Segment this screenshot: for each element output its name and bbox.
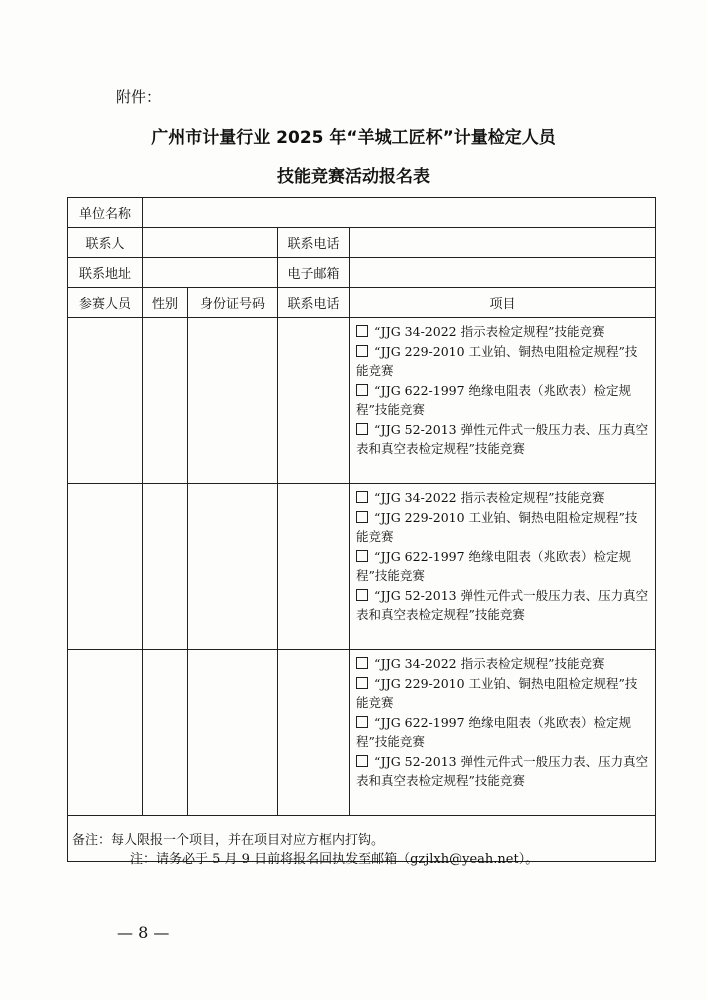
checkbox[interactable] bbox=[356, 511, 368, 523]
form-title: 广州市计量行业 2025 年“羊城工匠杯”计量检定人员 bbox=[151, 128, 556, 148]
gender-field[interactable] bbox=[143, 484, 188, 650]
project-option bbox=[356, 342, 649, 381]
checkbox[interactable] bbox=[356, 589, 368, 601]
project-option-label: “JJG 229-2010 工业铂、铜热电阻检定规程”技能竞赛 bbox=[356, 509, 638, 544]
contact-row bbox=[68, 228, 656, 258]
phone-field[interactable] bbox=[278, 318, 350, 484]
participant-row bbox=[68, 318, 656, 484]
unit-name-field[interactable] bbox=[143, 198, 656, 228]
col-gender: 性别 bbox=[143, 288, 188, 318]
checkbox[interactable] bbox=[356, 384, 368, 396]
checkbox[interactable] bbox=[356, 325, 368, 337]
project-option bbox=[356, 586, 649, 625]
checkbox[interactable] bbox=[356, 491, 368, 503]
project-option bbox=[356, 674, 649, 713]
address-row bbox=[68, 258, 656, 288]
id-number-field[interactable] bbox=[188, 484, 278, 650]
gender-field[interactable] bbox=[143, 318, 188, 484]
project-option-label: “JJG 52-2013 弹性元件式一般压力表、压力真空表和真空表检定规程”技能竞赛 bbox=[356, 753, 649, 788]
contact-address-field[interactable] bbox=[143, 258, 278, 288]
unit-row bbox=[68, 198, 656, 228]
project-option bbox=[356, 322, 649, 342]
checkbox[interactable] bbox=[356, 345, 368, 357]
checkbox[interactable] bbox=[356, 677, 368, 689]
contact-person-field[interactable] bbox=[143, 228, 278, 258]
project-option bbox=[356, 508, 649, 547]
project-option-label: “JJG 34-2022 指示表检定规程”技能竞赛 bbox=[374, 656, 605, 671]
project-option-label: “JJG 52-2013 弹性元件式一般压力表、压力真空表和真空表检定规程”技能竞赛 bbox=[356, 587, 649, 622]
project-option-label: “JJG 622-1997 绝缘电阻表（兆欧表）检定规程”技能竞赛 bbox=[356, 714, 632, 749]
phone-field[interactable] bbox=[278, 484, 350, 650]
checkbox[interactable] bbox=[356, 716, 368, 728]
col-phone: 联系电话 bbox=[278, 288, 350, 318]
col-id-number: 身份证号码 bbox=[188, 288, 278, 318]
submission-note: 注：请务必于 5 月 9 日前将报名回执发至邮箱（gzjlxh@yeah.net）。 bbox=[130, 852, 539, 867]
attachment-label: 附件： bbox=[116, 88, 162, 106]
project-option-label: “JJG 622-1997 绝缘电阻表（兆欧表）检定规程”技能竞赛 bbox=[356, 548, 632, 583]
contact-phone-label: 联系电话 bbox=[278, 228, 350, 258]
phone-field[interactable] bbox=[278, 650, 350, 816]
checkbox[interactable] bbox=[356, 755, 368, 767]
id-number-field[interactable] bbox=[188, 318, 278, 484]
participant-name-field[interactable] bbox=[68, 484, 143, 650]
project-options bbox=[350, 318, 656, 484]
page-number: — 8 — bbox=[117, 923, 170, 942]
project-option-label: “JJG 622-1997 绝缘电阻表（兆欧表）检定规程”技能竞赛 bbox=[356, 382, 632, 417]
gender-field[interactable] bbox=[143, 650, 188, 816]
project-option bbox=[356, 420, 649, 459]
project-options bbox=[350, 650, 656, 816]
participant-row bbox=[68, 650, 656, 816]
project-options bbox=[350, 484, 656, 650]
form-subtitle: 技能竞赛活动报名表 bbox=[277, 167, 430, 187]
project-option bbox=[356, 547, 649, 586]
remark-text: 备注：每人限报一个项目，并在项目对应方框内打钩。 bbox=[68, 816, 656, 862]
project-option-label: “JJG 52-2013 弹性元件式一般压力表、压力真空表和真空表检定规程”技能竞赛 bbox=[356, 421, 649, 456]
project-option bbox=[356, 713, 649, 752]
contact-address-label: 联系地址 bbox=[68, 258, 143, 288]
project-option-label: “JJG 34-2022 指示表检定规程”技能竞赛 bbox=[374, 490, 605, 505]
project-option bbox=[356, 752, 649, 791]
header-row bbox=[68, 288, 656, 318]
project-option-label: “JJG 34-2022 指示表检定规程”技能竞赛 bbox=[374, 324, 605, 339]
project-option bbox=[356, 654, 649, 674]
contact-phone-field[interactable] bbox=[350, 228, 656, 258]
email-field[interactable] bbox=[350, 258, 656, 288]
checkbox[interactable] bbox=[356, 423, 368, 435]
project-option-label: “JJG 229-2010 工业铂、铜热电阻检定规程”技能竞赛 bbox=[356, 675, 638, 710]
participant-row bbox=[68, 484, 656, 650]
id-number-field[interactable] bbox=[188, 650, 278, 816]
email-label: 电子邮箱 bbox=[278, 258, 350, 288]
col-participant: 参赛人员 bbox=[68, 288, 143, 318]
checkbox[interactable] bbox=[356, 657, 368, 669]
project-option bbox=[356, 488, 649, 508]
project-option bbox=[356, 381, 649, 420]
project-option-label: “JJG 229-2010 工业铂、铜热电阻检定规程”技能竞赛 bbox=[356, 343, 638, 378]
participant-name-field[interactable] bbox=[68, 318, 143, 484]
unit-name-label: 单位名称 bbox=[68, 198, 143, 228]
participant-name-field[interactable] bbox=[68, 650, 143, 816]
registration-form bbox=[67, 197, 656, 862]
col-project: 项目 bbox=[350, 288, 656, 318]
contact-person-label: 联系人 bbox=[68, 228, 143, 258]
checkbox[interactable] bbox=[356, 550, 368, 562]
